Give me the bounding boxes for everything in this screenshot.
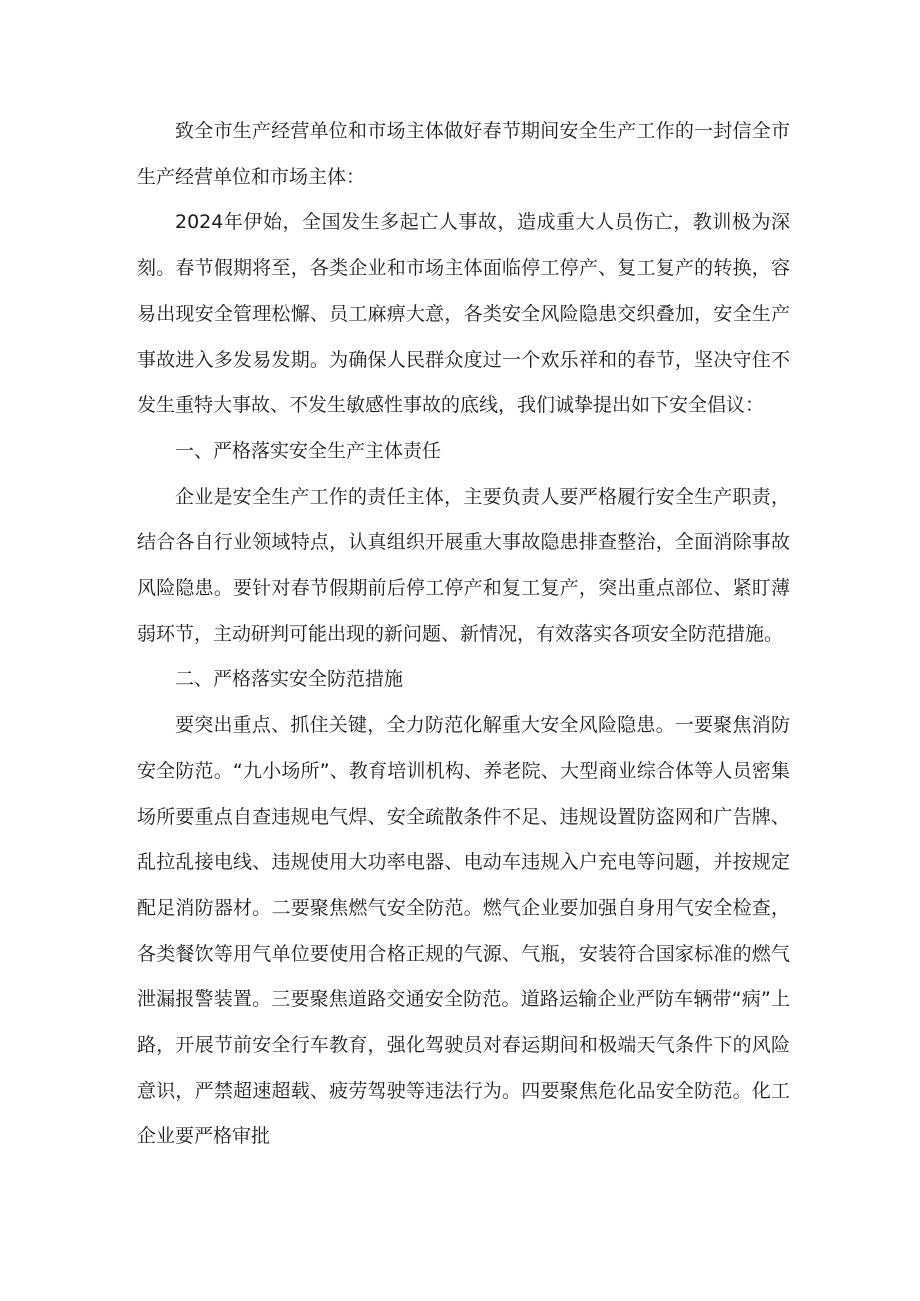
letter-title-paragraph: 致全市生产经营单位和市场主体做好春节期间安全生产工作的一封信全市生产经营单位和市场主体： [137,120,790,188]
section-heading-1: 一、严格落实安全生产主体责任 [175,439,442,462]
section-heading-2: 二、严格落实安全防范措施 [175,668,404,691]
section-1-body: 企业是安全生产工作的责任主体，主要负责人要严格履行安全生产职责，结合各自行业领域特点，认真组织开展重大事故隐患排查整治，全面消除事故风险隐患。要针对春节假期前后停工停产和复工复产，突出重点部位、紧盯薄弱环节，主动研判可能出现的新问题、新情况，有效落实各项安全防范措施。 [137,485,790,645]
section-2-body: 要突出重点、抓住关键，全力防范化解重大安全风险隐患。一要聚焦消防安全防范。“九小场所”、教育培训机构、养老院、大型商业综合体等人员密集场所要重点自查违规电气焊、安全疏散条件不足、违规设置防盗网和广告牌、乱拉乱接电线、违规使用大功率电器、电动车违规入户充电等问题，并按规定配足消防器材。二要聚焦燃气安全防范。燃气企业要加强自身用气安全检查，各类餐饮等用气单位要使用合格正规的气源、气瓶，安装符合国家标准的燃气泄漏报警装置。三要聚焦道路交通安全防范。道路运输企业严防车辆带“病”上路，开展节前安全行车教育，强化驾驶员对春运期间和极端天气条件下的风险意识，严禁超速超载、疲劳驾驶等违法行为。四要聚焦危化品安全防范。化工企业要严格审批 [137,714,790,1148]
intro-paragraph: 2024年伊始，全国发生多起亡人事故，造成重大人员伤亡，教训极为深刻。春节假期将至，各类企业和市场主体面临停工停产、复工复产的转换，容易出现安全管理松懈、员工麻痹大意，各类安全风险隐患交织叠加，安全生产事故进入多发易发期。为确保人民群众度过一个欢乐祥和的春节，坚决守住不发生重特大事故、不发生敏感性事故的底线，我们诚挚提出如下安全倡议： [137,211,790,417]
